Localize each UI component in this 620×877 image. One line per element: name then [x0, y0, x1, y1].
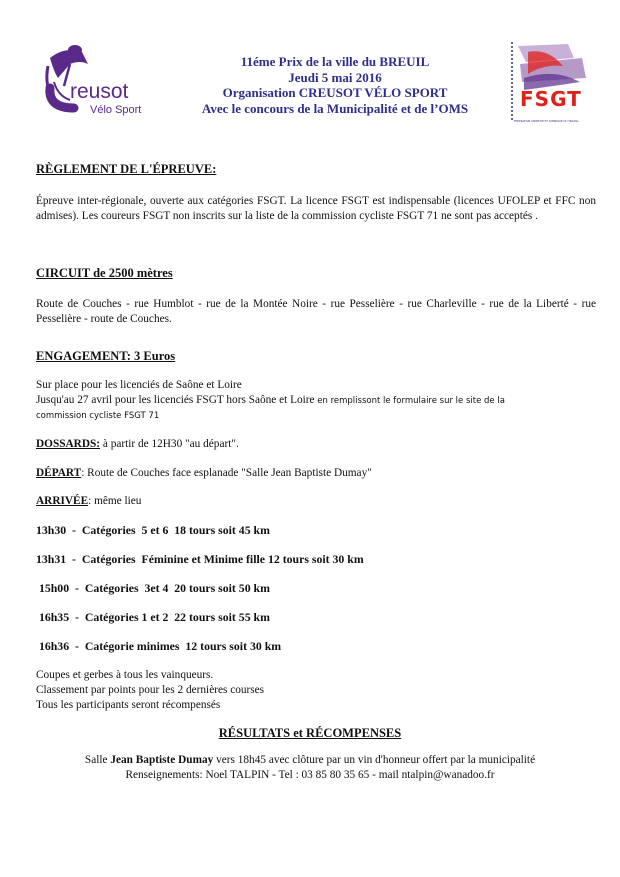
creusot-subtitle: Vélo Sport [90, 104, 142, 116]
arrivee-text: : même lieu [88, 495, 142, 507]
resultats-venue: Jean Baptiste Dumay [110, 754, 214, 766]
arrivee-line [36, 494, 596, 509]
header-line-2: Jeudi 5 mai 2016 [288, 69, 382, 85]
arrivee-label: ARRIVÉE [36, 495, 89, 507]
reglement-text: Épreuve inter-régionale, ouverte aux catégories FSGT. La licence FSGT est indispensable (licences UFOLEP et FFC non admises). Les coureurs FSGT non inscrits sur la liste de la commission cycliste FSGT 71 ne sont pas acceptés . [36, 195, 596, 222]
engagement-line-3: commission cycliste FSGT 71 [36, 411, 160, 421]
header-line-4: Avec le concours de la Municipalité et de l’OMS [201, 100, 469, 116]
depart-text: : Route de Couches face esplanade "Salle Jean Baptiste Dumay" [81, 467, 372, 479]
notes-block [36, 668, 596, 713]
fsgt-tagline: FÉDÉRATION SPORTIVE ET GYMNIQUE DU TRAVAIL [514, 120, 579, 123]
resultats-title: RÉSULTATS et RÉCOMPENSES [218, 726, 402, 740]
resultats-line-1 [0, 753, 620, 768]
engagement-line-2-main: Jusqu'au 27 avril pour les licenciés FSGT hors Saône et Loire [36, 394, 315, 406]
race-schedule-item: 13h30 - Catégories 5 et 6 18 tours soit 45 km [36, 523, 270, 537]
depart-label: DÉPART [36, 467, 82, 479]
note-line: Classement par points pour les 2 dernières courses [36, 684, 265, 696]
engagement-title: ENGAGEMENT: 3 Euros [36, 349, 176, 363]
fsgt-flag-icon [508, 38, 593, 130]
race-schedule-item: 16h35 - Catégories 1 et 2 22 tours soit 55 km [36, 610, 270, 624]
dossards-label: DOSSARDS: [36, 438, 101, 450]
resultats-line-1-post: vers 18h45 avec clôture par un vin d'honneur offert par la municipalité [213, 754, 536, 766]
creusot-logo [40, 38, 155, 123]
race-schedule-item: 16h36 - Catégorie minimes 12 tours soit 30 km [36, 639, 282, 653]
dossards-text: à partir de 12H30 "au départ". [100, 438, 239, 450]
reglement-title: RÈGLEMENT DE L'ÉPREUVE: [36, 162, 217, 176]
resultats-line-1-pre: Salle [84, 754, 111, 766]
circuit-text: Route de Couches - rue Humblot - rue de la Montée Noire - rue Pesselière - rue Charleville - rue de la Liberté - rue Pesselière - route de Couches. [36, 298, 596, 325]
engagement-line-1: Sur place pour les licenciés de Saône et Loire [36, 379, 242, 391]
note-line: Tous les participants seront récompensés [36, 699, 221, 711]
race-schedule-item: 15h00 - Catégories 3et 4 20 tours soit 50 km [36, 581, 270, 595]
fsgt-logo [508, 38, 593, 130]
race-schedule-item: 13h31 - Catégories Féminine et Minime fille 12 tours soit 30 km [36, 552, 364, 566]
depart-line [36, 466, 596, 481]
resultats-line-2: Renseignements: Noel TALPIN - Tel : 03 85 80 35 65 - mail ntalpin@wanadoo.fr [125, 769, 495, 781]
dossards-line [36, 437, 596, 452]
engagement-line-2-small: en remplissont le formulaire sur le site de la [314, 396, 505, 406]
note-line: Coupes et gerbes à tous les vainqueurs. [36, 669, 214, 681]
header-line-3: Organisation CREUSOT VÉLO SPORT [222, 85, 448, 100]
event-header [150, 54, 520, 116]
creusot-brand: reusot [70, 80, 129, 103]
circuit-title: CIRCUIT de 2500 mètres [36, 266, 173, 280]
engagement-text [36, 378, 596, 424]
resultats-text [0, 753, 620, 783]
engagement-line-2 [36, 393, 596, 409]
header-line-1: 11éme Prix de la ville du BREUIL [240, 54, 430, 69]
fsgt-brand: FSGT [520, 87, 582, 111]
